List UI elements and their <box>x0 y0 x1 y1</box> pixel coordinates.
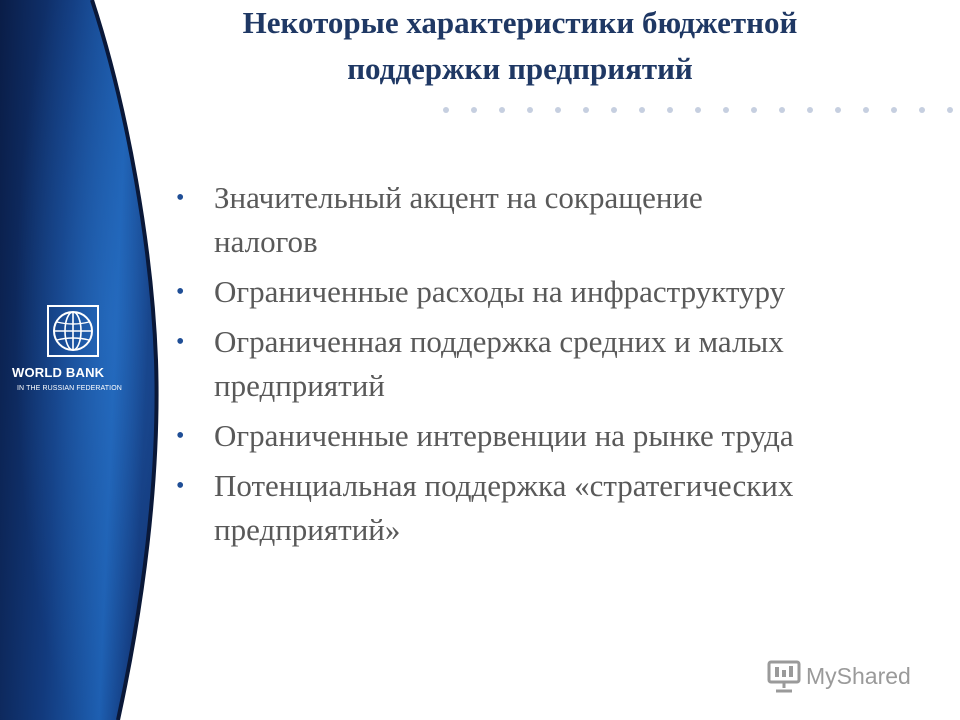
presentation-board-icon <box>766 658 802 694</box>
bullet-list <box>176 176 936 558</box>
bullet-text-line: Ограниченная поддержка средних и малых <box>214 324 784 359</box>
myshared-watermark[interactable] <box>766 656 946 696</box>
bullet-dot: • <box>176 185 185 211</box>
bullet-text-line: предприятий» <box>214 512 401 547</box>
bullet-dot: • <box>176 329 185 355</box>
slide-title-line-1: Некоторые характеристики бюджетной <box>242 5 798 40</box>
bullet-item <box>176 414 936 458</box>
logo-name: WORLD BANK <box>12 365 105 380</box>
bullet-text-line: налогов <box>214 224 318 259</box>
dotted-divider <box>440 100 960 120</box>
bullet-dot: • <box>176 473 185 499</box>
bullet-dot: • <box>176 279 185 305</box>
bullet-text-line: предприятий <box>214 368 385 403</box>
bullet-item <box>176 464 936 552</box>
bullet-item <box>176 270 936 314</box>
world-bank-logo <box>0 305 145 400</box>
bullet-text-line: Ограниченные расходы на инфраструктуру <box>214 274 786 309</box>
bullet-text-line: Значительный акцент на сокращение <box>214 180 703 215</box>
slide-title-line-2: поддержки предприятий <box>347 51 693 86</box>
bullet-item <box>176 320 936 408</box>
bullet-dot: • <box>176 423 185 449</box>
bullet-text-line: Ограниченные интервенции на рынке труда <box>214 418 794 453</box>
logo-subtitle: IN THE RUSSIAN FEDERATION <box>17 385 122 392</box>
bullet-item <box>176 176 936 264</box>
slide-title <box>170 0 870 92</box>
bullet-text-line: Потенциальная поддержка «стратегических <box>214 468 794 503</box>
globe-icon <box>47 305 99 357</box>
watermark-text: MyShared <box>806 663 911 689</box>
